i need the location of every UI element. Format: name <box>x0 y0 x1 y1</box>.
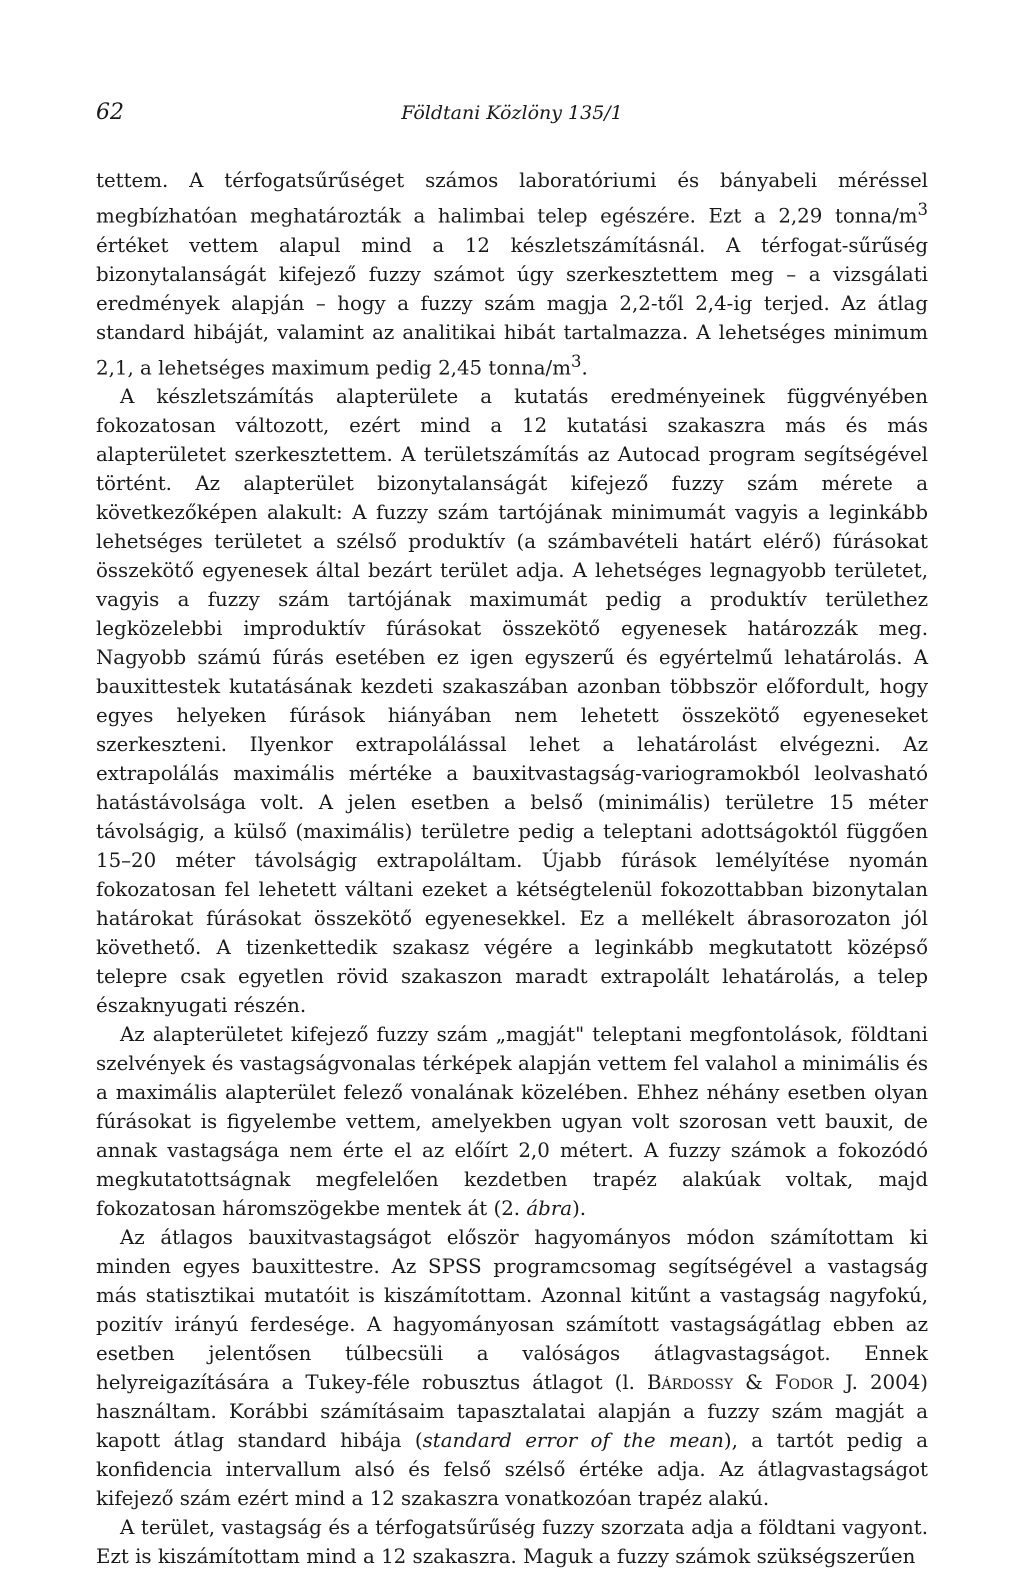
citation-author-2: Fodor <box>774 1371 834 1395</box>
figure-reference: ábra <box>526 1197 573 1221</box>
page-header <box>96 100 928 130</box>
paragraph-1 <box>96 166 928 382</box>
paragraph-4-text-a: Az átlagos bauxitvastagságot először hagyományos módon számítottam ki minden egyes bauxittestre. Az SPSS programcsomag segítségével a vastagság más statisztikai mutatóit is kiszámítottam. Azonnal kitűnt a vastagság nagyfokú, pozitív irányú ferdesége. A hagyományosan számított vastagságátlag ebben az esetben jelentősen túlbecsüli a valóságos átlagvastagságot. Ennek helyreigazítására a Tukey-féle robusztus átlagot (l. <box>96 1226 928 1395</box>
paragraph-1-text-b: értéket vettem alapul mind a 12 készletszámításnál. A térfogat-sűrűség bizonytalanságát kifejező fuzzy számot úgy szerkesztettem meg – a vizsgálati eredmények alapján – hogy a fuzzy szám magja 2,2-től 2,4-ig terjed. Az átlag standard hibáját, valamint az analitikai hibát tartalmazza. A lehetséges minimum 2,1, a lehetséges maximum pedig 2,45 tonna/m <box>96 233 928 380</box>
paragraph-4-text-c: ), a tartót pedig a konfidencia intervallum alsó és felső szélső értéke adja. Az átlagvastagságot kifejező szám ezért mind a 12 szakaszra vonatkozóan trapéz alakú. <box>96 1429 928 1511</box>
paragraph-1-text-a: tettem. A térfogatsűrűséget számos laboratóriumi és bányabeli méréssel megbízhatóan meghatározták a halimbai telep egészére. Ezt a 2,29 tonna/m <box>96 169 928 228</box>
paragraph-3-text-a: Az alapterületet kifejező fuzzy szám „magját" teleptani megfontolások, földtani szelvények és vastagságvonalas térképek alapján vettem fel valahol a minimális és a maximális alapterület felező vonalának közelében. Ehhez néhány esetben olyan fúrásokat is figyelembe vettem, amelyekben ugyan volt szorosan vett bauxit, de annak vastagsága nem érte el az előírt 2,0 métert. A fuzzy számok a fokozódó megkutatottságnak megfelelően kezdetben trapéz alakúak voltak, majd fokozatosan háromszögekbe mentek át (2. <box>96 1023 928 1221</box>
page-number: 62 <box>96 100 124 125</box>
english-term: standard error of the mean <box>422 1429 724 1453</box>
paragraph-4-text-b: J. 2004) használtam. Korábbi számításaim tapasztalatai alapján a fuzzy szám magját a kapott átlag standard hibája ( <box>96 1371 929 1453</box>
superscript-3: 3 <box>917 200 928 219</box>
paragraph-2: A készletszámítás alapterülete a kutatás eredményeinek függvényében fokozatosan változott, ezért mind a 12 kutatási szakaszra más és más alapterületet szerkesztettem. A területszámítás az Autocad program segítségével történt. Az alapterület bizonytalanságát kifejező fuzzy szám mérete a következőképen alakult: A fuzzy szám tartójának minimumát vagyis a leginkább lehetséges területet a szélső produktív (a számbavételi határt elérő) fúrásokat összekötő egyenesek által bezárt terület adja. A lehetséges legnagyobb területet, vagyis a fuzzy szám tartójának maximumát pedig a produktív területhez legközelebbi improduktív fúrásokat összekötő egyenesek határozzák meg. Nagyobb számú fúrás esetében ez igen egyszerű és egyértelmű lehatárolás. A bauxittestek kutatásának kezdeti szakaszában azonban többször előfordult, hogy egyes helyeken fúrások hiányában nem lehetett összekötő egyeneseket szerkeszteni. Ilyenkor extrapolálással lehet a lehatárolást elvégezni. Az extrapolálás maximális mértéke a bauxitvastagság-variogramokból leolvasható hatástávolsága volt. A jelen esetben a belső (minimális) területre 15 méter távolságig, a külső (maximális) területre pedig a teleptani adottságoktól függően 15–20 méter távolságig extrapoláltam. Újabb fúrások lemélyítése nyomán fokozatosan fel lehetett váltani ezeket a kétségtelenül fokozottabban bizonytalan határokat fúrásokat összekötő egyenesekkel. Ez a mellékelt ábrasorozaton jól követhető. A tizenkettedik szakasz végére a leginkább megkutatott középső telepre csak egyetlen rövid szakaszon maradt extrapolált lehatárolás, a telep északnyugati részén. <box>96 385 928 1018</box>
paragraph-1-text-c: . <box>581 356 588 380</box>
paragraph-5: A terület, vastagság és a térfogatsűrűség fuzzy szorzata adja a földtani vagyont. Ezt is kiszámítottam mind a 12 szakaszra. Maguk a fuzzy számok szükségszerűen <box>96 1516 928 1569</box>
superscript-3: 3 <box>570 351 582 371</box>
paragraph-4 <box>96 1223 928 1513</box>
paragraph-3-text-b: ). <box>572 1197 587 1221</box>
citation-ampersand: & <box>733 1371 775 1395</box>
citation-author-1: Bárdossy <box>647 1371 734 1395</box>
journal-title: Földtani Közlöny 135/1 <box>401 102 623 124</box>
body-text <box>96 166 928 1571</box>
paragraph-3 <box>96 1020 928 1223</box>
